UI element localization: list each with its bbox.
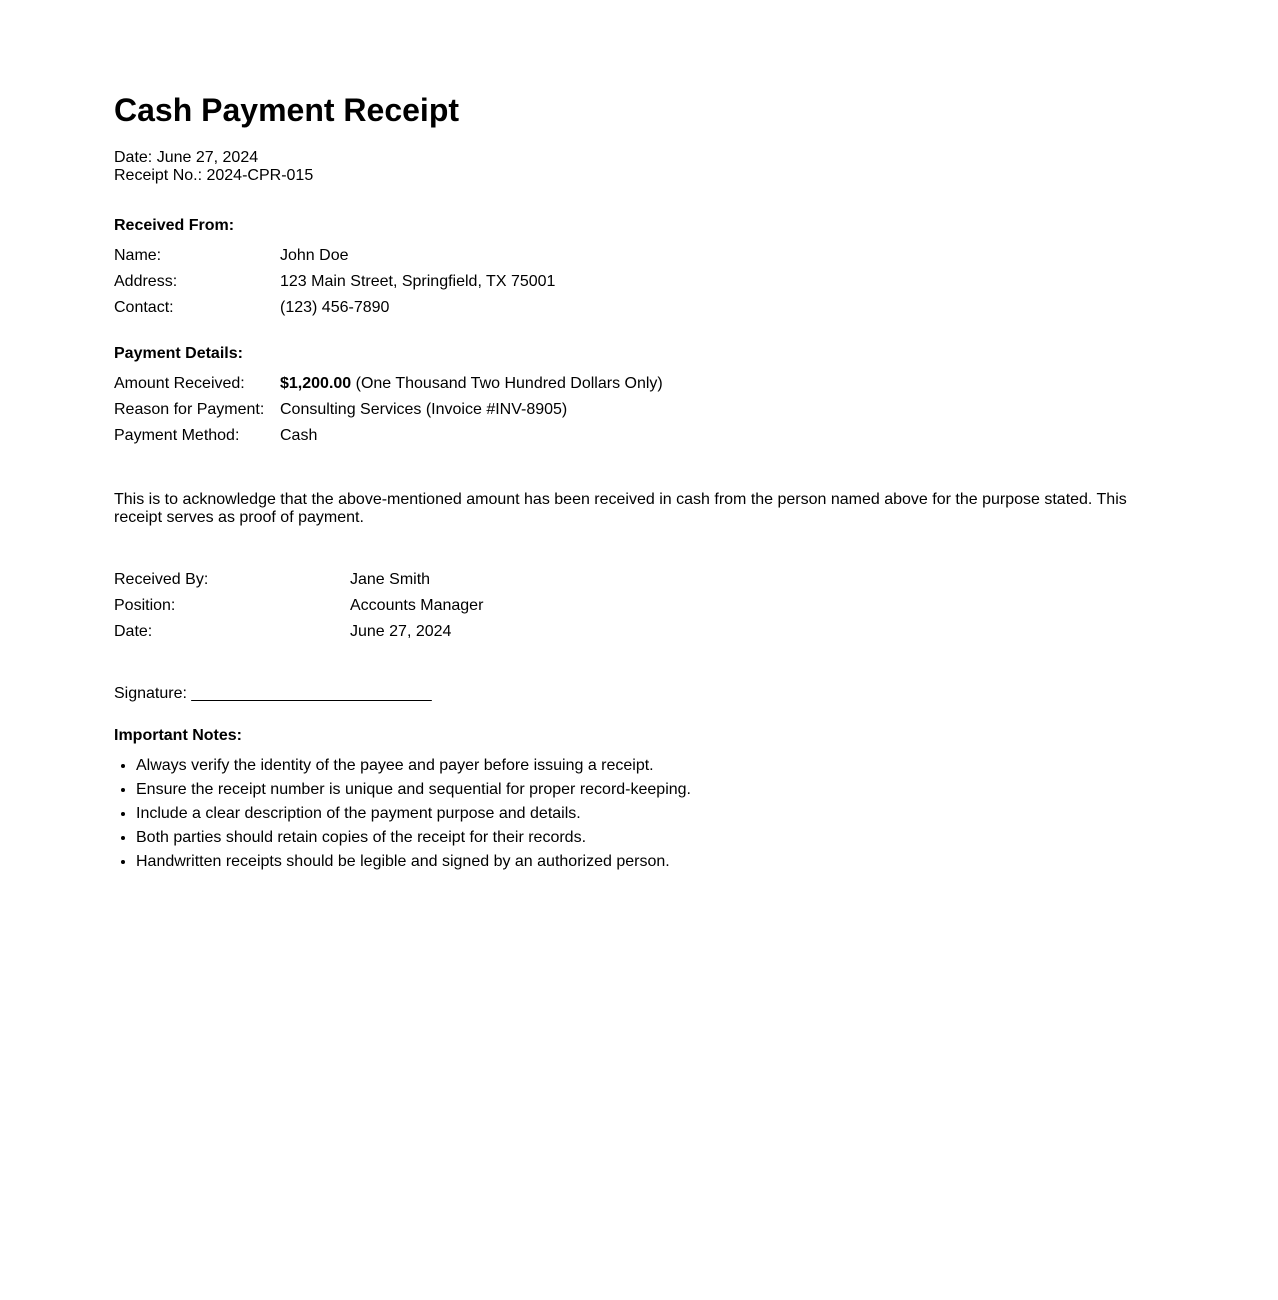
amount-value: $1,200.00 <box>280 375 352 392</box>
list-item: • Handwritten receipts should be legible and signed by an authorized person. <box>136 853 691 871</box>
method-label: Payment Method: <box>114 427 240 444</box>
table-row <box>114 299 555 317</box>
notes-list <box>114 757 691 877</box>
received-from-heading: Received From: <box>114 217 235 234</box>
reason-label: Reason for Payment: <box>114 401 265 418</box>
list-item: • Always verify the identity of the payee and payer before issuing a receipt. <box>136 757 691 775</box>
table-row <box>114 273 555 291</box>
table-row <box>114 623 483 641</box>
page-title: Cash Payment Receipt <box>114 92 460 128</box>
list-item: • Both parties should retain copies of the receipt for their records. <box>136 829 691 847</box>
amount-label: Amount Received: <box>114 375 245 392</box>
amount-words: (One Thousand Two Hundred Dollars Only) <box>351 375 663 392</box>
received-by-label: Received By: <box>114 571 209 588</box>
name-label: Name: <box>114 247 162 264</box>
name-value: John Doe <box>280 247 349 264</box>
received-by-value: Jane Smith <box>350 571 431 588</box>
method-value: Cash <box>280 427 318 444</box>
position-value: Accounts Manager <box>350 597 484 614</box>
table-row <box>114 401 663 419</box>
received-date-value: June 27, 2024 <box>350 623 452 640</box>
important-notes-heading: Important Notes: <box>114 727 242 744</box>
payment-details-heading: Payment Details: <box>114 345 243 362</box>
contact-label: Contact: <box>114 299 174 316</box>
receipt-meta <box>114 149 313 185</box>
table-row <box>114 375 663 393</box>
contact-value: (123) 456-7890 <box>280 299 390 316</box>
signature-line: Signature: ___________________________ <box>114 685 432 702</box>
address-value: 123 Main Street, Springfield, TX 75001 <box>280 273 556 290</box>
acknowledgement-text: This is to acknowledge that the above-mentioned amount has been received in cash from the person named above for the purpose stated. This receipt serves as proof of payment. <box>114 491 1127 526</box>
amount-cell <box>280 375 663 393</box>
position-label: Position: <box>114 597 176 614</box>
address-label: Address: <box>114 273 178 290</box>
payment-details-table <box>106 367 671 453</box>
reason-value: Consulting Services (Invoice #INV-8905) <box>280 401 568 418</box>
table-row <box>114 571 483 589</box>
receipt-number: Receipt No.: 2024-CPR-015 <box>114 167 314 184</box>
table-row <box>114 247 555 265</box>
received-from-table <box>106 239 563 325</box>
received-by-table <box>106 563 491 649</box>
list-item: • Include a clear description of the payment purpose and details. <box>136 805 691 823</box>
receipt-date: Date: June 27, 2024 <box>114 149 259 166</box>
table-row <box>114 597 483 615</box>
received-date-label: Date: <box>114 623 153 640</box>
table-row <box>114 427 663 445</box>
list-item: • Ensure the receipt number is unique and sequential for proper record-keeping. <box>136 781 691 799</box>
